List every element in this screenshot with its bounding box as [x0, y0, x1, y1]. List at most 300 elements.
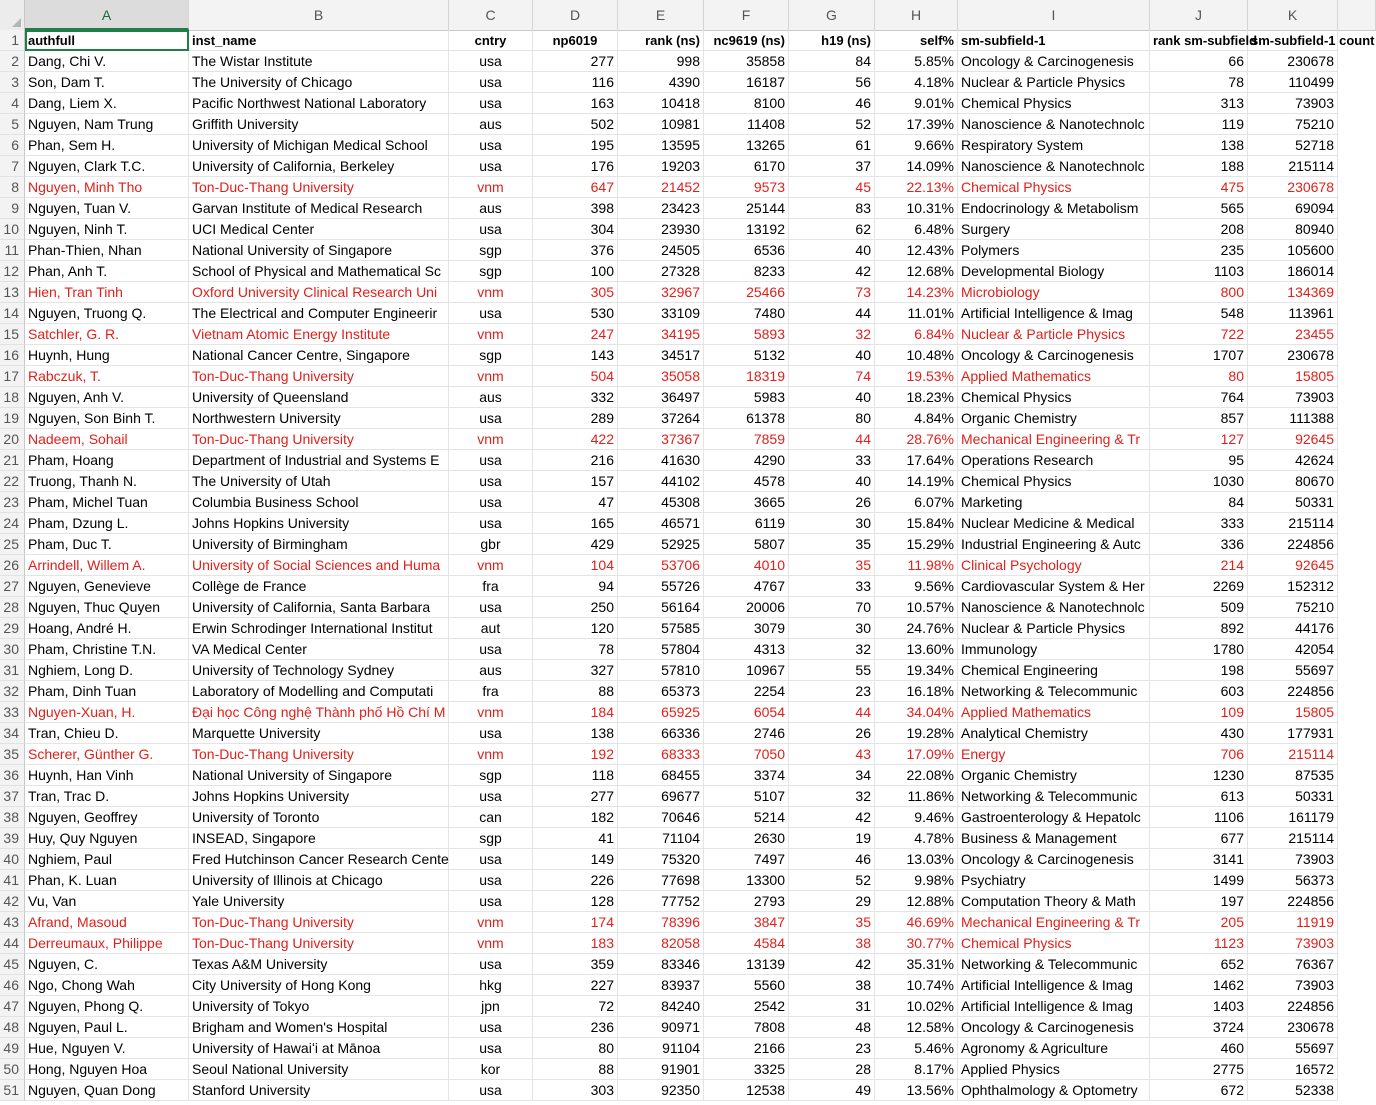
table-cell[interactable]: Gastroenterology & Hepatolc: [958, 807, 1150, 828]
row-header[interactable]: 36: [0, 765, 25, 786]
table-cell[interactable]: 13265: [704, 135, 789, 156]
table-cell[interactable]: 110499: [1248, 72, 1338, 93]
table-cell[interactable]: 22.13%: [875, 177, 958, 198]
table-cell[interactable]: 1780: [1150, 639, 1248, 660]
table-cell[interactable]: Nguyen, Son Binh T.: [25, 408, 189, 429]
table-cell[interactable]: 75210: [1248, 114, 1338, 135]
table-cell[interactable]: 12.43%: [875, 240, 958, 261]
table-cell[interactable]: vnm: [449, 702, 533, 723]
table-cell[interactable]: gbr: [449, 534, 533, 555]
table-cell[interactable]: 25144: [704, 198, 789, 219]
table-cell[interactable]: 548: [1150, 303, 1248, 324]
table-cell[interactable]: Erwin Schrodinger International Institut: [189, 618, 449, 639]
table-cell[interactable]: 3665: [704, 492, 789, 513]
table-cell[interactable]: usa: [449, 891, 533, 912]
table-cell[interactable]: 92645: [1248, 429, 1338, 450]
row-header[interactable]: 35: [0, 744, 25, 765]
table-cell[interactable]: 66336: [618, 723, 704, 744]
table-cell[interactable]: 17.09%: [875, 744, 958, 765]
table-cell[interactable]: 105600: [1248, 240, 1338, 261]
header-cell[interactable]: rank (ns): [618, 30, 704, 51]
table-cell[interactable]: 2630: [704, 828, 789, 849]
table-cell[interactable]: 87535: [1248, 765, 1338, 786]
table-cell[interactable]: 10.74%: [875, 975, 958, 996]
table-cell[interactable]: 722: [1150, 324, 1248, 345]
table-cell[interactable]: 857: [1150, 408, 1248, 429]
table-cell[interactable]: 88: [533, 681, 618, 702]
row-header[interactable]: 11: [0, 240, 25, 261]
table-cell[interactable]: Surgery: [958, 219, 1150, 240]
table-cell[interactable]: 430: [1150, 723, 1248, 744]
row-header[interactable]: 42: [0, 891, 25, 912]
table-cell[interactable]: Hue, Nguyen V.: [25, 1038, 189, 1059]
table-cell[interactable]: 8233: [704, 261, 789, 282]
table-cell[interactable]: 23: [789, 681, 875, 702]
table-cell[interactable]: 163: [533, 93, 618, 114]
table-cell[interactable]: 44: [789, 702, 875, 723]
table-cell[interactable]: 4313: [704, 639, 789, 660]
table-cell[interactable]: 4.18%: [875, 72, 958, 93]
table-cell[interactable]: 100: [533, 261, 618, 282]
table-cell[interactable]: 208: [1150, 219, 1248, 240]
table-cell[interactable]: Agronomy & Agriculture: [958, 1038, 1150, 1059]
table-cell[interactable]: 226: [533, 870, 618, 891]
row-header[interactable]: 4: [0, 93, 25, 114]
table-cell[interactable]: The University of Utah: [189, 471, 449, 492]
table-cell[interactable]: University of Michigan Medical School: [189, 135, 449, 156]
table-cell[interactable]: 224856: [1248, 891, 1338, 912]
table-cell[interactable]: 14.19%: [875, 471, 958, 492]
table-cell[interactable]: Huynh, Hung: [25, 345, 189, 366]
table-cell[interactable]: 186014: [1248, 261, 1338, 282]
table-cell[interactable]: 13595: [618, 135, 704, 156]
table-cell[interactable]: 3141: [1150, 849, 1248, 870]
row-header[interactable]: 12: [0, 261, 25, 282]
table-cell[interactable]: Pham, Dinh Tuan: [25, 681, 189, 702]
table-cell[interactable]: 224856: [1248, 534, 1338, 555]
table-cell[interactable]: Pham, Christine T.N.: [25, 639, 189, 660]
table-cell[interactable]: 32967: [618, 282, 704, 303]
table-cell[interactable]: 1230: [1150, 765, 1248, 786]
table-cell[interactable]: Artificial Intelligence & Imag: [958, 975, 1150, 996]
table-cell[interactable]: 40: [789, 240, 875, 261]
table-cell[interactable]: 47: [533, 492, 618, 513]
table-cell[interactable]: 6.84%: [875, 324, 958, 345]
table-cell[interactable]: Marquette University: [189, 723, 449, 744]
table-cell[interactable]: 152312: [1248, 576, 1338, 597]
row-header[interactable]: 9: [0, 198, 25, 219]
table-cell[interactable]: 35: [789, 912, 875, 933]
table-cell[interactable]: 128: [533, 891, 618, 912]
table-cell[interactable]: 677: [1150, 828, 1248, 849]
table-cell[interactable]: Chemical Physics: [958, 177, 1150, 198]
table-cell[interactable]: Oncology & Carcinogenesis: [958, 345, 1150, 366]
row-header[interactable]: 26: [0, 555, 25, 576]
table-cell[interactable]: 92350: [618, 1080, 704, 1101]
table-cell[interactable]: 998: [618, 51, 704, 72]
table-cell[interactable]: 2254: [704, 681, 789, 702]
table-cell[interactable]: hkg: [449, 975, 533, 996]
table-cell[interactable]: 73903: [1248, 93, 1338, 114]
row-header[interactable]: 3: [0, 72, 25, 93]
table-cell[interactable]: 73903: [1248, 975, 1338, 996]
table-cell[interactable]: 57804: [618, 639, 704, 660]
table-cell[interactable]: usa: [449, 450, 533, 471]
table-cell[interactable]: Nguyen, Minh Tho: [25, 177, 189, 198]
table-cell[interactable]: Phan, Anh T.: [25, 261, 189, 282]
table-cell[interactable]: 12.88%: [875, 891, 958, 912]
table-cell[interactable]: 78396: [618, 912, 704, 933]
table-cell[interactable]: 69094: [1248, 198, 1338, 219]
table-cell[interactable]: 313: [1150, 93, 1248, 114]
table-cell[interactable]: 57810: [618, 660, 704, 681]
table-cell[interactable]: Chemical Physics: [958, 933, 1150, 954]
table-cell[interactable]: Phan, Sem H.: [25, 135, 189, 156]
table-cell[interactable]: 34517: [618, 345, 704, 366]
table-cell[interactable]: 13.56%: [875, 1080, 958, 1101]
table-cell[interactable]: Nguyen, Quan Dong: [25, 1080, 189, 1101]
table-cell[interactable]: 55697: [1248, 660, 1338, 681]
table-cell[interactable]: Garvan Institute of Medical Research: [189, 198, 449, 219]
table-cell[interactable]: 23455: [1248, 324, 1338, 345]
table-cell[interactable]: 10.48%: [875, 345, 958, 366]
table-cell[interactable]: 9573: [704, 177, 789, 198]
table-cell[interactable]: 66: [1150, 51, 1248, 72]
table-cell[interactable]: Nguyen, Tuan V.: [25, 198, 189, 219]
row-header[interactable]: 5: [0, 114, 25, 135]
row-header[interactable]: 14: [0, 303, 25, 324]
table-cell[interactable]: 7859: [704, 429, 789, 450]
table-cell[interactable]: 19.53%: [875, 366, 958, 387]
table-cell[interactable]: 5893: [704, 324, 789, 345]
table-cell[interactable]: 69677: [618, 786, 704, 807]
header-cell[interactable]: cntry: [449, 30, 533, 51]
row-header[interactable]: 2: [0, 51, 25, 72]
table-cell[interactable]: 214: [1150, 555, 1248, 576]
table-cell[interactable]: Nguyen-Xuan, H.: [25, 702, 189, 723]
table-cell[interactable]: Nguyen, Geoffrey: [25, 807, 189, 828]
table-cell[interactable]: sgp: [449, 765, 533, 786]
table-cell[interactable]: Nanoscience & Nanotechnolc: [958, 156, 1150, 177]
table-cell[interactable]: 1103: [1150, 261, 1248, 282]
table-cell[interactable]: 13.60%: [875, 639, 958, 660]
table-cell[interactable]: Tran, Chieu D.: [25, 723, 189, 744]
table-cell[interactable]: 230678: [1248, 345, 1338, 366]
table-cell[interactable]: 25466: [704, 282, 789, 303]
table-cell[interactable]: sgp: [449, 240, 533, 261]
row-header[interactable]: 8: [0, 177, 25, 198]
table-cell[interactable]: 6054: [704, 702, 789, 723]
table-cell[interactable]: usa: [449, 1017, 533, 1038]
table-cell[interactable]: 91901: [618, 1059, 704, 1080]
table-cell[interactable]: 111388: [1248, 408, 1338, 429]
table-cell[interactable]: 216: [533, 450, 618, 471]
table-cell[interactable]: 78: [533, 639, 618, 660]
table-cell[interactable]: 19.28%: [875, 723, 958, 744]
table-cell[interactable]: 82058: [618, 933, 704, 954]
table-cell[interactable]: Fred Hutchinson Cancer Research Cente: [189, 849, 449, 870]
table-cell[interactable]: Pham, Dzung L.: [25, 513, 189, 534]
table-cell[interactable]: 35: [789, 555, 875, 576]
table-cell[interactable]: Nguyen, C.: [25, 954, 189, 975]
row-header[interactable]: 10: [0, 219, 25, 240]
table-cell[interactable]: usa: [449, 870, 533, 891]
table-cell[interactable]: can: [449, 807, 533, 828]
table-cell[interactable]: Networking & Telecommunic: [958, 954, 1150, 975]
table-cell[interactable]: Respiratory System: [958, 135, 1150, 156]
table-cell[interactable]: vnm: [449, 912, 533, 933]
table-cell[interactable]: 4.78%: [875, 828, 958, 849]
table-cell[interactable]: 88: [533, 1059, 618, 1080]
table-cell[interactable]: 17.39%: [875, 114, 958, 135]
table-cell[interactable]: 195: [533, 135, 618, 156]
table-cell[interactable]: Vu, Van: [25, 891, 189, 912]
table-cell[interactable]: 34195: [618, 324, 704, 345]
table-cell[interactable]: 5.85%: [875, 51, 958, 72]
table-cell[interactable]: 359: [533, 954, 618, 975]
column-header-a[interactable]: A: [25, 0, 189, 30]
table-cell[interactable]: Ngo, Chong Wah: [25, 975, 189, 996]
table-cell[interactable]: Ton-Duc-Thang University: [189, 744, 449, 765]
row-header[interactable]: 48: [0, 1017, 25, 1038]
header-cell[interactable]: authfull: [25, 30, 189, 51]
table-cell[interactable]: Johns Hopkins University: [189, 786, 449, 807]
header-cell[interactable]: self%: [875, 30, 958, 51]
table-cell[interactable]: 1106: [1150, 807, 1248, 828]
table-cell[interactable]: 50331: [1248, 492, 1338, 513]
table-cell[interactable]: 143: [533, 345, 618, 366]
table-cell[interactable]: Networking & Telecommunic: [958, 786, 1150, 807]
table-cell[interactable]: 184: [533, 702, 618, 723]
table-cell[interactable]: 83: [789, 198, 875, 219]
table-cell[interactable]: 4584: [704, 933, 789, 954]
row-header[interactable]: 51: [0, 1080, 25, 1101]
table-cell[interactable]: 14.09%: [875, 156, 958, 177]
table-cell[interactable]: 509: [1150, 597, 1248, 618]
table-cell[interactable]: 460: [1150, 1038, 1248, 1059]
table-cell[interactable]: 35: [789, 534, 875, 555]
table-cell[interactable]: 5132: [704, 345, 789, 366]
table-cell[interactable]: Nguyen, Thuc Quyen: [25, 597, 189, 618]
table-cell[interactable]: vnm: [449, 366, 533, 387]
table-cell[interactable]: 11408: [704, 114, 789, 135]
table-cell[interactable]: 73903: [1248, 849, 1338, 870]
table-cell[interactable]: Nguyen, Nam Trung: [25, 114, 189, 135]
table-cell[interactable]: 56373: [1248, 870, 1338, 891]
table-cell[interactable]: University of Birmingham: [189, 534, 449, 555]
table-cell[interactable]: 5214: [704, 807, 789, 828]
table-cell[interactable]: 3847: [704, 912, 789, 933]
table-cell[interactable]: 80940: [1248, 219, 1338, 240]
table-cell[interactable]: Griffith University: [189, 114, 449, 135]
table-cell[interactable]: usa: [449, 723, 533, 744]
table-cell[interactable]: 4578: [704, 471, 789, 492]
table-cell[interactable]: 12538: [704, 1080, 789, 1101]
table-cell[interactable]: usa: [449, 72, 533, 93]
table-cell[interactable]: vnm: [449, 324, 533, 345]
table-cell[interactable]: Vietnam Atomic Energy Institute: [189, 324, 449, 345]
table-cell[interactable]: 37: [789, 156, 875, 177]
table-cell[interactable]: 800: [1150, 282, 1248, 303]
table-cell[interactable]: 5.46%: [875, 1038, 958, 1059]
table-cell[interactable]: 134369: [1248, 282, 1338, 303]
table-cell[interactable]: Hoang, André H.: [25, 618, 189, 639]
table-cell[interactable]: 32: [789, 639, 875, 660]
table-cell[interactable]: 91104: [618, 1038, 704, 1059]
table-cell[interactable]: 2793: [704, 891, 789, 912]
table-cell[interactable]: 565: [1150, 198, 1248, 219]
table-cell[interactable]: Operations Research: [958, 450, 1150, 471]
table-cell[interactable]: 35058: [618, 366, 704, 387]
table-cell[interactable]: Pham, Michel Tuan: [25, 492, 189, 513]
row-header[interactable]: 13: [0, 282, 25, 303]
row-header[interactable]: 32: [0, 681, 25, 702]
table-cell[interactable]: usa: [449, 1038, 533, 1059]
table-cell[interactable]: Seoul National University: [189, 1059, 449, 1080]
table-cell[interactable]: 61378: [704, 408, 789, 429]
table-cell[interactable]: aus: [449, 660, 533, 681]
table-cell[interactable]: University of California, Berkeley: [189, 156, 449, 177]
table-cell[interactable]: 55697: [1248, 1038, 1338, 1059]
table-cell[interactable]: 9.56%: [875, 576, 958, 597]
table-cell[interactable]: University of Hawaiʻi at Mānoa: [189, 1038, 449, 1059]
table-cell[interactable]: 13192: [704, 219, 789, 240]
table-cell[interactable]: 165: [533, 513, 618, 534]
table-cell[interactable]: 157: [533, 471, 618, 492]
table-cell[interactable]: fra: [449, 576, 533, 597]
table-cell[interactable]: Psychiatry: [958, 870, 1150, 891]
row-header[interactable]: 49: [0, 1038, 25, 1059]
table-cell[interactable]: 336: [1150, 534, 1248, 555]
table-cell[interactable]: Oncology & Carcinogenesis: [958, 849, 1150, 870]
table-cell[interactable]: Johns Hopkins University: [189, 513, 449, 534]
table-cell[interactable]: 16.18%: [875, 681, 958, 702]
table-cell[interactable]: 13300: [704, 870, 789, 891]
table-cell[interactable]: 43: [789, 744, 875, 765]
table-cell[interactable]: 7497: [704, 849, 789, 870]
table-cell[interactable]: vnm: [449, 933, 533, 954]
table-cell[interactable]: Microbiology: [958, 282, 1150, 303]
table-cell[interactable]: Nanoscience & Nanotechnolc: [958, 114, 1150, 135]
table-cell[interactable]: 29: [789, 891, 875, 912]
table-cell[interactable]: 75320: [618, 849, 704, 870]
table-cell[interactable]: Brigham and Women's Hospital: [189, 1017, 449, 1038]
table-cell[interactable]: Satchler, G. R.: [25, 324, 189, 345]
row-header[interactable]: 46: [0, 975, 25, 996]
table-cell[interactable]: 42054: [1248, 639, 1338, 660]
table-cell[interactable]: Immunology: [958, 639, 1150, 660]
table-cell[interactable]: Tran, Trac D.: [25, 786, 189, 807]
table-cell[interactable]: 44: [789, 303, 875, 324]
table-cell[interactable]: Nghiem, Paul: [25, 849, 189, 870]
table-cell[interactable]: Pacific Northwest National Laboratory: [189, 93, 449, 114]
table-cell[interactable]: 19203: [618, 156, 704, 177]
table-cell[interactable]: 35858: [704, 51, 789, 72]
table-cell[interactable]: 46571: [618, 513, 704, 534]
header-cell[interactable]: inst_name: [189, 30, 449, 51]
row-header[interactable]: 40: [0, 849, 25, 870]
table-cell[interactable]: 45308: [618, 492, 704, 513]
table-cell[interactable]: 16572: [1248, 1059, 1338, 1080]
table-cell[interactable]: 332: [533, 387, 618, 408]
table-cell[interactable]: 80: [1150, 366, 1248, 387]
table-cell[interactable]: National University of Singapore: [189, 765, 449, 786]
column-header-i[interactable]: I: [958, 0, 1150, 30]
table-cell[interactable]: 23930: [618, 219, 704, 240]
table-cell[interactable]: 227: [533, 975, 618, 996]
header-cell[interactable]: h19 (ns): [789, 30, 875, 51]
column-header-j[interactable]: J: [1150, 0, 1248, 30]
table-cell[interactable]: Analytical Chemistry: [958, 723, 1150, 744]
table-cell[interactable]: Son, Dam T.: [25, 72, 189, 93]
table-cell[interactable]: 52: [789, 870, 875, 891]
table-cell[interactable]: National Cancer Centre, Singapore: [189, 345, 449, 366]
table-cell[interactable]: aut: [449, 618, 533, 639]
table-cell[interactable]: 224856: [1248, 681, 1338, 702]
table-cell[interactable]: 149: [533, 849, 618, 870]
table-cell[interactable]: vnm: [449, 177, 533, 198]
table-cell[interactable]: 9.46%: [875, 807, 958, 828]
table-cell[interactable]: 56164: [618, 597, 704, 618]
table-cell[interactable]: 48: [789, 1017, 875, 1038]
table-cell[interactable]: 32: [789, 324, 875, 345]
table-cell[interactable]: 6119: [704, 513, 789, 534]
table-cell[interactable]: 8100: [704, 93, 789, 114]
table-cell[interactable]: 1462: [1150, 975, 1248, 996]
table-cell[interactable]: 647: [533, 177, 618, 198]
table-cell[interactable]: 27328: [618, 261, 704, 282]
table-cell[interactable]: 15805: [1248, 366, 1338, 387]
table-cell[interactable]: Rabczuk, T.: [25, 366, 189, 387]
column-header-h[interactable]: H: [875, 0, 958, 30]
row-header[interactable]: 33: [0, 702, 25, 723]
table-cell[interactable]: 41630: [618, 450, 704, 471]
row-header[interactable]: 27: [0, 576, 25, 597]
table-cell[interactable]: 30: [789, 618, 875, 639]
table-cell[interactable]: 52: [789, 114, 875, 135]
row-header[interactable]: 38: [0, 807, 25, 828]
table-cell[interactable]: Ton-Duc-Thang University: [189, 429, 449, 450]
table-cell[interactable]: 28.76%: [875, 429, 958, 450]
row-header[interactable]: 34: [0, 723, 25, 744]
table-cell[interactable]: University of Technology Sydney: [189, 660, 449, 681]
table-cell[interactable]: 7050: [704, 744, 789, 765]
table-cell[interactable]: 32: [789, 786, 875, 807]
table-cell[interactable]: sgp: [449, 261, 533, 282]
table-cell[interactable]: Huy, Quy Nguyen: [25, 828, 189, 849]
table-cell[interactable]: 74: [789, 366, 875, 387]
table-cell[interactable]: 46: [789, 93, 875, 114]
table-cell[interactable]: 504: [533, 366, 618, 387]
table-cell[interactable]: 68455: [618, 765, 704, 786]
table-cell[interactable]: 61: [789, 135, 875, 156]
row-header[interactable]: 37: [0, 786, 25, 807]
table-cell[interactable]: Phan, K. Luan: [25, 870, 189, 891]
table-cell[interactable]: 9.66%: [875, 135, 958, 156]
table-cell[interactable]: 77698: [618, 870, 704, 891]
table-cell[interactable]: 198: [1150, 660, 1248, 681]
table-cell[interactable]: Chemical Engineering: [958, 660, 1150, 681]
table-cell[interactable]: 1707: [1150, 345, 1248, 366]
table-cell[interactable]: Dang, Chi V.: [25, 51, 189, 72]
table-cell[interactable]: Ton-Duc-Thang University: [189, 177, 449, 198]
table-cell[interactable]: 1030: [1150, 471, 1248, 492]
table-cell[interactable]: 52718: [1248, 135, 1338, 156]
table-cell[interactable]: 8.17%: [875, 1059, 958, 1080]
table-cell[interactable]: 10.31%: [875, 198, 958, 219]
table-cell[interactable]: Nguyen, Phong Q.: [25, 996, 189, 1017]
table-cell[interactable]: 422: [533, 429, 618, 450]
